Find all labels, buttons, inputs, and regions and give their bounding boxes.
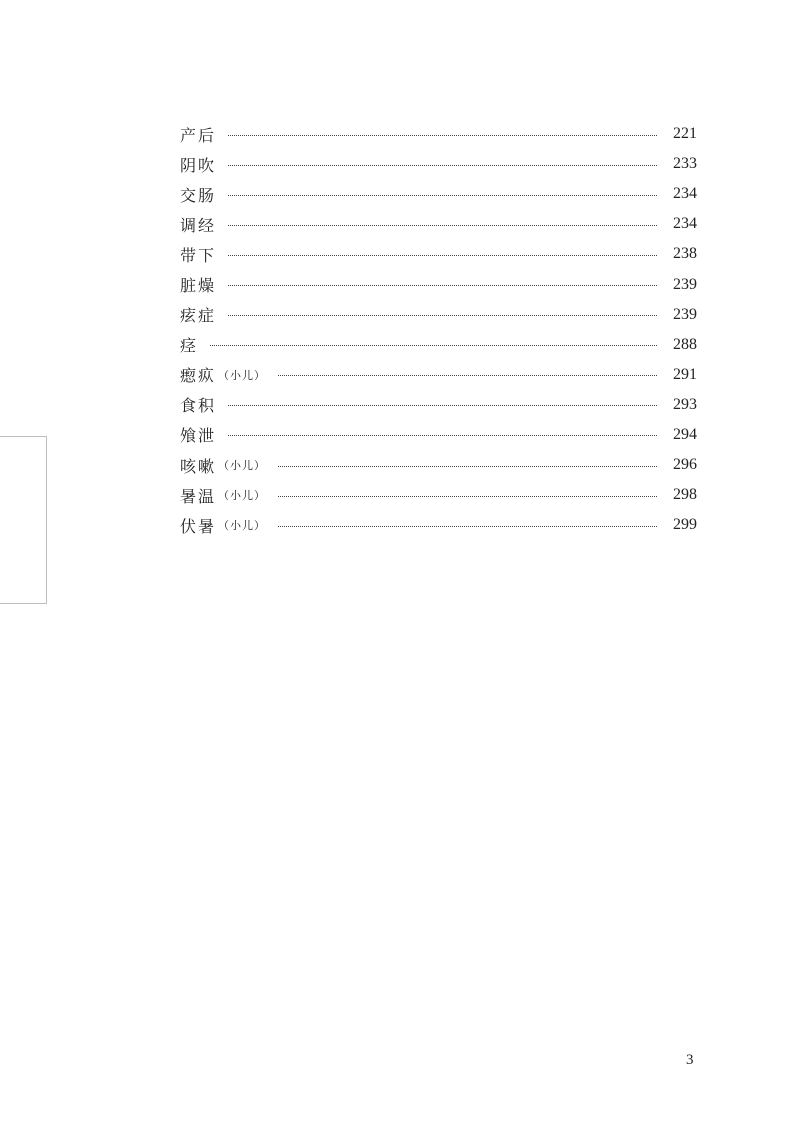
- toc-entry-title: 调经: [180, 215, 217, 235]
- toc-entry-page: 298: [673, 486, 697, 504]
- toc-entry-page: 293: [673, 395, 697, 413]
- toc-entry-page: 234: [673, 185, 697, 203]
- page-number: 3: [686, 1052, 694, 1068]
- dot-leader: [278, 375, 657, 376]
- toc-entry[interactable]: [180, 480, 697, 510]
- dot-leader: [228, 255, 657, 256]
- toc-entry-page: 296: [673, 456, 697, 474]
- toc-entry-title: 阴吹: [180, 155, 217, 175]
- dot-leader: [278, 466, 657, 467]
- toc-entry[interactable]: [180, 420, 697, 450]
- dot-leader: [228, 165, 657, 166]
- toc-entry-title: 痉: [180, 336, 199, 356]
- toc-entry-note: （小儿）: [218, 459, 267, 473]
- toc-entry-page: 294: [673, 425, 697, 443]
- toc-entry[interactable]: [180, 390, 697, 420]
- toc-entry-page: 239: [673, 305, 697, 323]
- dot-leader: [228, 225, 657, 226]
- toc-entry[interactable]: [180, 179, 697, 209]
- toc-entry[interactable]: [180, 269, 697, 299]
- toc-entry-title: 痃症: [180, 306, 217, 326]
- dot-leader: [278, 496, 657, 497]
- dot-leader: [210, 345, 657, 346]
- toc-entry-title: 暑温: [180, 486, 217, 506]
- toc-entry-title: 交肠: [180, 185, 217, 205]
- toc-entry[interactable]: [180, 360, 697, 390]
- toc-entry-title: 咳嗽: [180, 456, 217, 476]
- toc-entry[interactable]: [180, 149, 697, 179]
- toc-entry-title: 脏燥: [180, 276, 217, 296]
- toc-entry-page: 239: [673, 275, 697, 293]
- toc-entry-title: 食积: [180, 396, 217, 416]
- toc-entry[interactable]: [180, 239, 697, 269]
- toc-entry-page: 234: [673, 215, 697, 233]
- toc-entry-page: 288: [673, 335, 697, 353]
- toc-entry[interactable]: [180, 450, 697, 480]
- toc-entry-note: （小儿）: [218, 519, 267, 533]
- toc-entry[interactable]: [180, 510, 697, 540]
- toc-entry-title: 带下: [180, 245, 217, 265]
- toc-entry-title: 飧泄: [180, 426, 217, 446]
- toc-entry[interactable]: [180, 119, 697, 149]
- toc-entry-page: 238: [673, 245, 697, 263]
- toc-entry-title: 产后: [180, 125, 217, 145]
- dot-leader: [228, 315, 657, 316]
- toc-entry-page: 233: [673, 155, 697, 173]
- toc-entry-page: 221: [673, 125, 697, 143]
- toc-entry-title: 瘛疭: [180, 366, 217, 386]
- side-thumb-tab: [0, 436, 47, 604]
- dot-leader: [228, 285, 657, 286]
- toc-entry[interactable]: [180, 209, 697, 239]
- toc-entry[interactable]: [180, 330, 697, 360]
- toc-entry-title: 伏暑: [180, 516, 217, 536]
- dot-leader: [228, 405, 657, 406]
- toc-entry-page: 299: [673, 516, 697, 534]
- dot-leader: [228, 195, 657, 196]
- dot-leader: [228, 135, 657, 136]
- toc-entry-page: 291: [673, 365, 697, 383]
- toc-entry[interactable]: [180, 300, 697, 330]
- table-of-contents: [180, 119, 697, 540]
- dot-leader: [278, 526, 657, 527]
- toc-entry-note: （小儿）: [218, 489, 267, 503]
- toc-entry-note: （小儿）: [218, 368, 267, 382]
- dot-leader: [228, 435, 657, 436]
